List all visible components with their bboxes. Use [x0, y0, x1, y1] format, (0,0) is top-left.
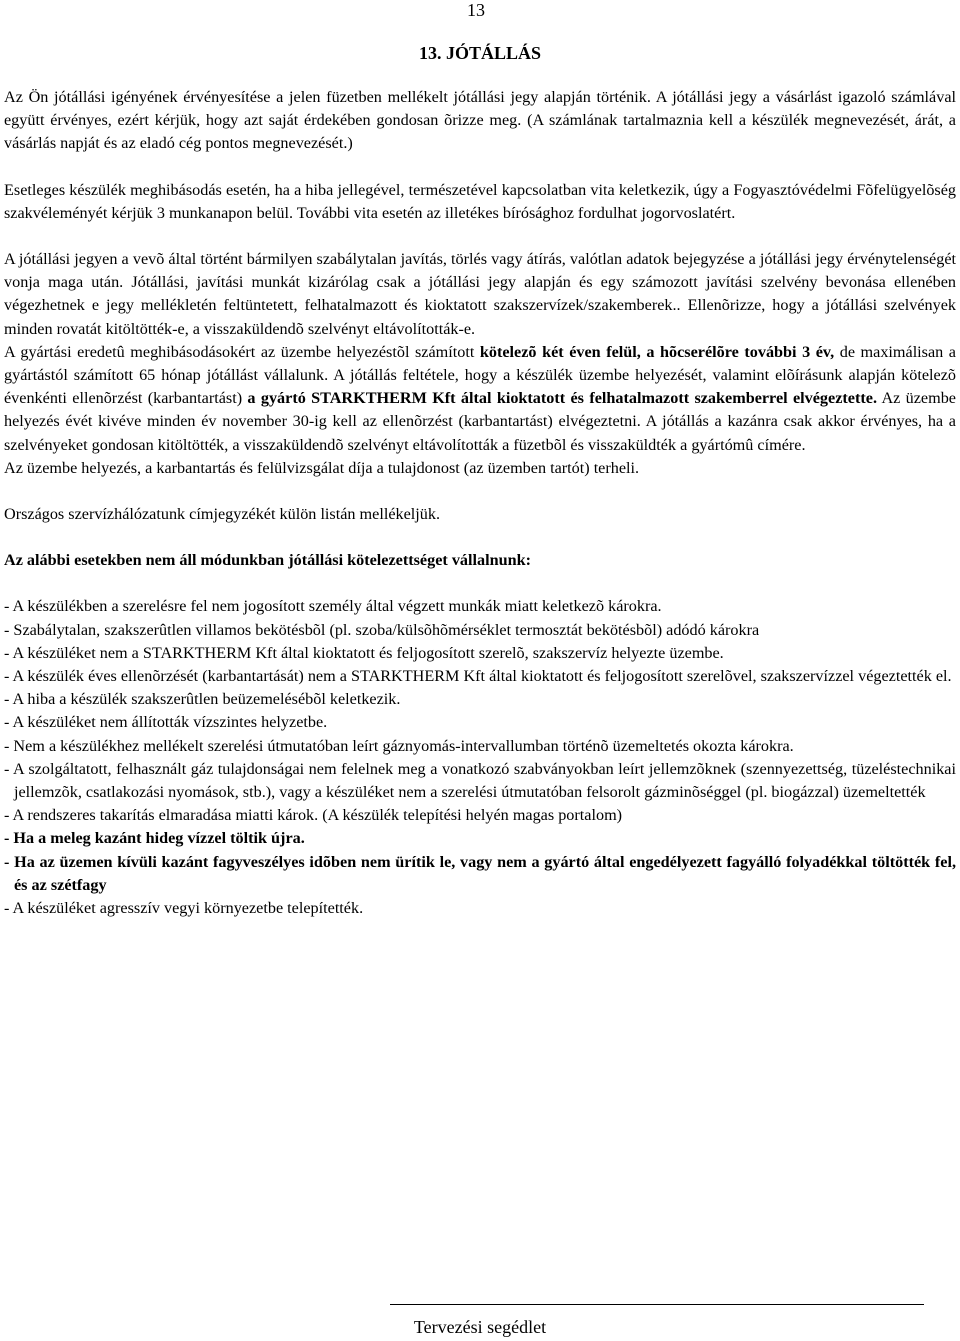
exclusion-item: - A készüléket agresszív vegyi környezetbe telepítették. — [4, 899, 364, 918]
installation-fee-paragraph: Az üzembe helyezés, a karbantartás és felülvizsgálat díja a tulajdonost (az üzemben tartót) terheli. — [4, 458, 640, 477]
warranty-terms-text-1: A gyártási eredetû meghibásodásokért az üzembe helyezéstõl számított — [4, 342, 480, 361]
exclusion-item: - Nem a készülékhez mellékelt szerelési útmutatóban leírt gáznyomás-intervallumban történõ üzemeltetés okozta károkra. — [4, 736, 794, 755]
exclusions-list — [4, 595, 956, 920]
exclusion-item: - Ha a meleg kazánt hideg vízzel töltik újra. — [4, 829, 305, 848]
warranty-terms-text-3: Az üzembe helyezés évét kivéve minden év november 30-ig kell az ellenõrzést (karbantartást) elvégeztetni. A jótállás a kazánra csak akkor érvényes, ha a szelvényeket gondosan kitöltötték, a visszaküldendõ szelvényt eltávolították a füzetbõl és visszaküldték a gyártómû címére. — [4, 389, 956, 454]
dispute-paragraph: Esetleges készülék meghibásodás esetén, ha a hiba jellegével, természetével kapcsolatban vita keletkezik, úgy a Fogyasztóvédelmi Fõfelügyelõség szakvéleményét kérjük 3 munkanapon belül. További vita esetén az illetékes bírósághoz fordulhat jogorvoslatért. — [4, 180, 956, 222]
warranty-claim-paragraph: Az Ön jótállási igényének érvényesítése a jelen füzetben mellékelt jótállási jegy alapján történik. A jótállási jegy a vásárlást igazoló számlával együtt érvényes, ezért kérjük, hogy azt saját érdekében gondosan õrizze meg. (A számlának tartalmaznia kell a készülék megnevezését, árát, a vásárlás napját és az eladó cég pontos megnevezését.) — [4, 88, 956, 153]
section-title: 13. JÓTÁLLÁS — [418, 43, 542, 63]
service-network-paragraph: Országos szervízhálózatunk címjegyzékét külön listán mellékeljük. — [4, 505, 441, 524]
exclusion-item: - Ha az üzemen kívüli kazánt fagyveszélyes idõben nem ürítik le, vagy nem a gyártó által engedélyezett fagyálló folyadékkal töltötték fel, és az szétfagy — [4, 852, 956, 894]
exclusion-item: - A szolgáltatott, felhasznált gáz tulajdonságai nem felelnek meg a vonatkozó szabványokban leírt jellemzõknek (szennyezettség, tüzeléstechnikai jellemzõk, csatlakozási nyomások, stb.), vagy a készüléket nem a szerelési útmutatóban felsorolt gázminõséggel (pl. biogázzal) üzemeltették — [4, 759, 956, 802]
footer-text: Tervezési segédlet — [413, 1317, 547, 1337]
exclusion-item: - A rendszeres takarítás elmaradása miatti károk. (A készülék telepítési helyén magas portalom) — [4, 806, 623, 825]
warranty-terms-text-2: de maximálisan a gyártástól számított 65 hónap jótállást vállalunk. A jótállás feltétele, hogy a készülék üzembe helyezését, valamint elõírásunk alapján kötelezõ évenkénti ellenõrzést (karbantartást) — [4, 342, 956, 408]
exclusion-item: - A készülékben a szerelésre fel nem jogosított személy által végzett munkák miatt keletkezõ károkra. — [4, 597, 662, 616]
exclusions-heading: Az alábbi esetekben nem áll módunkban jótállási kötelezettséget vállalnunk: — [4, 551, 532, 570]
warranty-terms-bold-2: a gyártó STARKTHERM Kft által kioktatott és felhatalmazott szakemberrel elvégeztette. — [247, 389, 877, 408]
exclusion-item: - A készüléket nem a STARKTHERM Kft által kioktatott és feljogosított szerelõ, szakszervíz helyezte üzembe. — [4, 643, 724, 662]
warranty-card-paragraph: A jótállási jegyen a vevõ által történt bármilyen szabálytalan javítás, törlés vagy átírás, valótlan adatok bejegyzése a jótállási jegy érvénytelenségét vonja maga után. Jótállási, javítási munkát kizárólag csak a jótállási jegy alapján és egy számozott javítási szelvény bevonása ellenében végezhetnek e jegy mellékletén feltüntetett, felhatalmazott és kioktatott szakszervízek/szakemberek.. Ellenõrizze, hogy a jótállási szelvények minden rovatát kitöltötték-e, a visszaküldendõ szelvényt eltávolították-e. — [4, 250, 956, 338]
footer-divider — [390, 1304, 924, 1305]
exclusion-item: - Szabálytalan, szakszerûtlen villamos bekötésbõl (pl. szoba/külsõhõmérséklet termosztát bekötésbõl) adódó károkra — [4, 620, 760, 639]
warranty-terms-paragraph — [4, 341, 956, 457]
document-body — [4, 86, 956, 920]
exclusion-item: - A készüléket nem állították vízszintes helyzetbe. — [4, 713, 328, 732]
exclusion-item: - A készülék éves ellenõrzését (karbantartását) nem a STARKTHERM Kft által kioktatott és feljogosított szerelõvel, szakszervízzel végeztették el. — [4, 667, 952, 686]
warranty-terms-bold-1: kötelezõ két éven felül, a hõcserélõre további 3 év, — [479, 342, 835, 361]
exclusion-item: - A hiba a készülék szakszerûtlen beüzemelésébõl keletkezik. — [4, 690, 401, 709]
page-number: 13 — [467, 0, 485, 20]
